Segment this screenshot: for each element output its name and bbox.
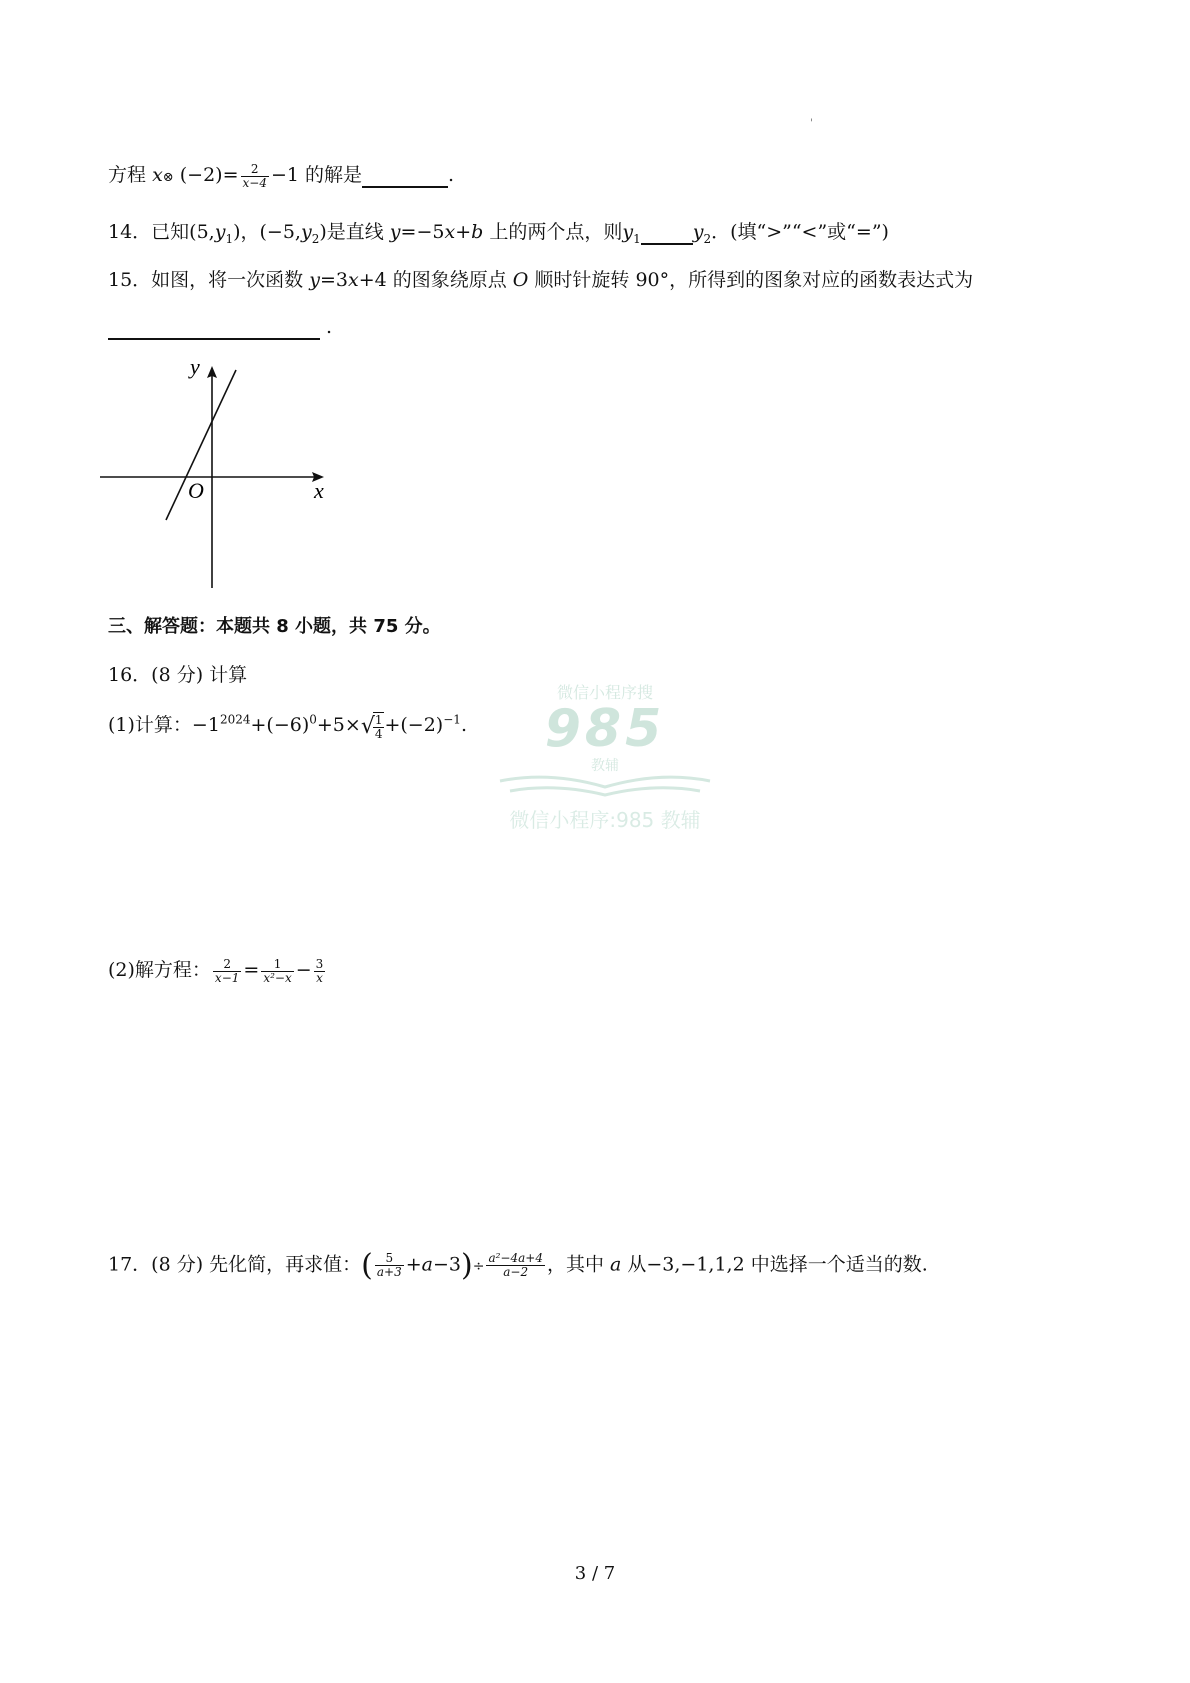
q17-m3: −3 [432,1253,461,1276]
q13-end: . [448,164,455,186]
q16-part1 [108,710,467,741]
q17-frac2 [486,1252,545,1279]
q16-p2-frac1 [213,958,241,985]
q16-p2-f3-den: x [314,971,326,985]
q17-f2-num: a²−4a+4 [488,1251,543,1265]
watermark-logo-number: 985 [544,699,666,759]
q17-div: ÷ [472,1258,485,1275]
q16-p1-a: −1 [191,714,220,736]
q13-op: ⊗ [162,170,174,185]
q14-sub1: 1 [225,231,234,246]
q17-frac1 [375,1252,404,1279]
q16-part2 [108,955,327,985]
q17-rparen: ) [461,1248,473,1283]
q16-p2-f2-den: x²−x [263,970,292,985]
watermark-book-icon [480,775,730,799]
q15-tail: 顺时针旋转 90°，所得到的图象对应的函数表达式为 [528,269,974,291]
q15-answer-blank[interactable] [108,316,320,340]
q14-eq-b: b [471,221,484,243]
q17-a2: a [610,1253,622,1276]
stray-dot: ' [810,118,813,129]
q16-title: 16．(8 分) 计算 [108,664,248,686]
q13-fraction [241,163,269,190]
q14-text-4: 上的两个点，则 [483,221,623,243]
q16-p2-frac2 [261,958,293,985]
q15-x: x [347,269,359,291]
q14-text-1: 14．已知(5, [108,221,215,243]
q15-line [108,265,973,292]
q16-p2-f1-den: x−1 [214,970,240,985]
q15-answer-line [108,316,332,340]
q16-sqrt-num: √ 1 [374,712,383,727]
q16-p1-b: +(−6) [250,714,310,736]
q14-eq-y: y [389,221,401,243]
q17-f2-den: a−2 [486,1265,545,1279]
q14-sub2b: 2 [703,231,712,246]
q13-arg: (−2)= [179,164,239,186]
q16-p2-f3-num: 3 [315,956,324,971]
q14-tail: ．(填“>”“<”或“=”) [711,221,889,243]
q14-y1b: y [622,221,634,243]
q16-sqrt-den: 4 [374,726,383,741]
q13-line [108,160,454,190]
q17-text-1: 17．(8 分) 先化简，再求值： [108,1253,362,1276]
q15-eq2: +4 的图象绕原点 [358,269,513,291]
q17-lparen: ( [361,1248,373,1283]
q14-eq-mid: =−5 [400,221,445,243]
q14-line [108,217,889,246]
watermark-line2: 教辅 [591,758,619,774]
graph-origin-label: O [188,478,204,503]
q16-p2-eq: = [243,959,260,981]
q17-tail2: 从−3,−1,1,2 中选择一个适当的数. [621,1253,928,1276]
q17-f1-den: a+3 [376,1265,402,1279]
q16-p1-label: (1)计算： [108,714,192,736]
graph-y-label: y [190,360,200,379]
q14-y2b: y [692,221,704,243]
q16-p2-f1-num: 2 [223,956,231,971]
q13-var: x [152,164,163,186]
q16-sqrt-frac [373,712,385,741]
q16-p1-d: +(−2) [384,714,444,736]
q16-p2-frac3 [314,958,326,985]
page-number: 3 / 7 [574,1563,616,1584]
q13-answer-blank[interactable] [362,164,448,188]
q16-p1-exp2: 0 [309,712,317,727]
q13-rest: −1 的解是 [270,164,363,186]
q14-text-3: )是直线 [319,221,390,243]
watermark-line1: 微信小程序搜 [556,683,653,702]
q15-O: O [512,269,529,291]
q15-text-1: 15．如图，将一次函数 [108,269,310,291]
q14-eq-plus: + [455,221,472,243]
q16-p2-minus: − [295,959,312,981]
q14-sub1b: 1 [633,231,641,246]
watermark-line3: 微信小程序:985 教辅 [509,808,701,832]
q17-line [108,1248,928,1283]
q17-plus: + [405,1253,422,1276]
q16-p2-f2-num: 1 [273,956,282,971]
q15-end: . [326,316,333,338]
q15-eq: =3 [319,269,348,291]
q14-text-2: )，(−5, [233,221,301,243]
q14-y1: y [214,221,226,243]
q16-sqrt [361,712,385,741]
section-3-heading: 三、解答题：本题共 8 小题，共 75 分。 [108,616,441,637]
q17-a: a [421,1253,433,1276]
q14-sub2: 2 [311,231,320,246]
q14-y2: y [300,221,312,243]
q17-tail1: ，其中 [546,1253,610,1276]
q16-p1-end: . [460,714,467,736]
q15-graph [100,360,360,590]
q14-eq-x: x [444,221,456,243]
q16-p1-exp1: 2024 [219,712,251,727]
q14-answer-blank[interactable] [641,221,693,245]
q17-f1-num: 5 [385,1251,394,1265]
q16-p1-exp3: −1 [443,712,461,727]
q16-p2-label: (2)解方程： [108,959,211,981]
q13-frac-num: 2 [250,161,259,176]
q13-frac-den: x−4 [242,175,267,190]
q15-y: y [309,269,320,291]
watermark [480,680,730,840]
q13-prefix: 方程 [108,164,147,186]
graph-x-label: x [314,478,324,503]
q16-p1-c: +5× [316,714,361,736]
